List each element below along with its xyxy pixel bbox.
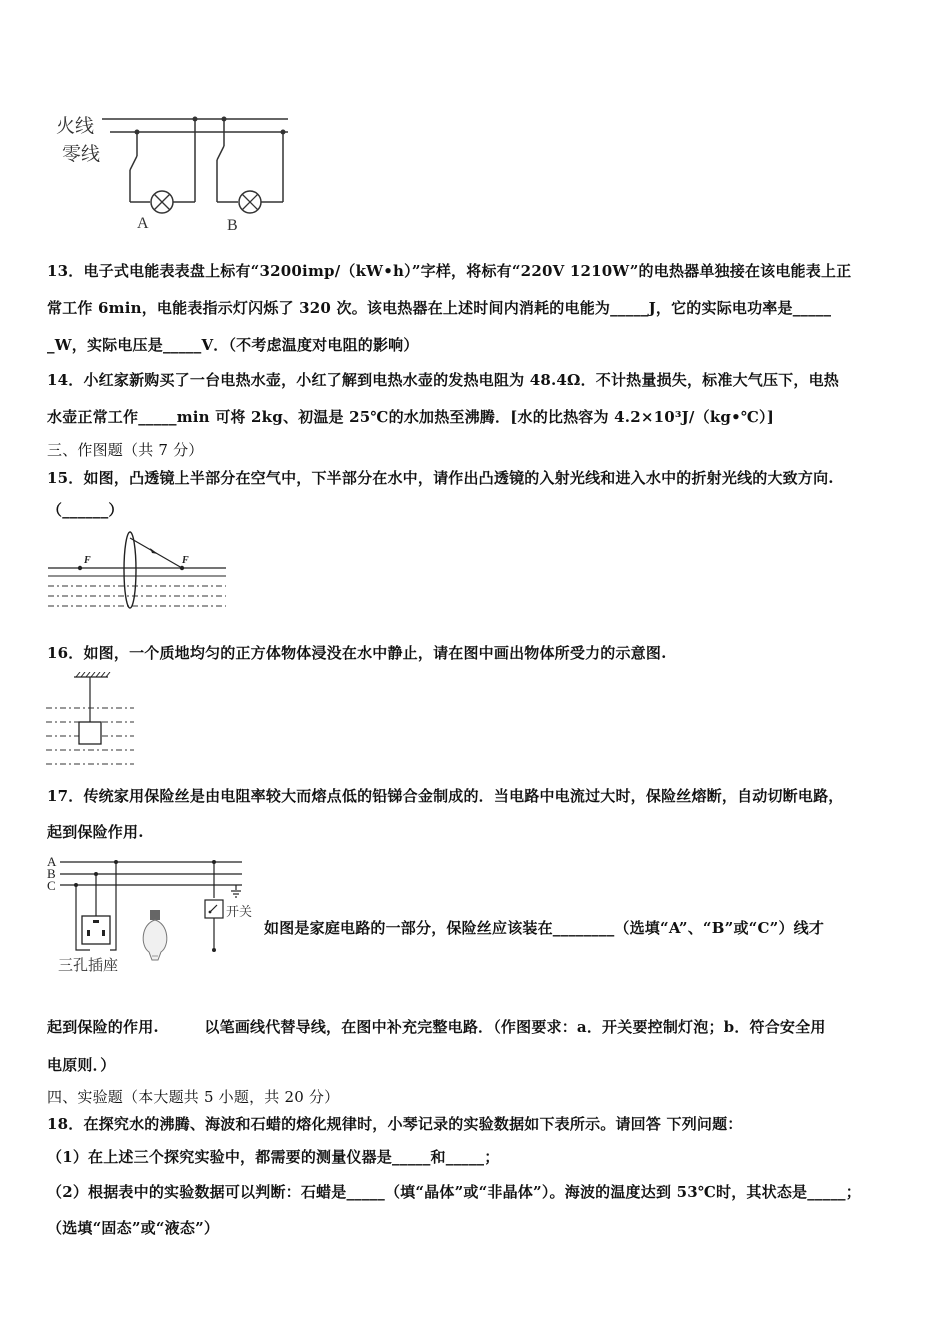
q17-side-text: 如图是家庭电路的一部分，保险丝应该装在________（选填“A”、“B”或“C”）线才 [264, 919, 825, 937]
q17-line3: 起到保险的作用. 以笔画线代替导线，在图中补充完整电路．（作图要求：a．开关要控制灯泡；b．符合安全用 [47, 1018, 826, 1036]
q13-line3: _W，实际电压是_____V．（不考虑温度对电阻的影响） [47, 336, 419, 354]
light-bulb-icon [143, 920, 167, 960]
switch-b [217, 146, 224, 160]
focus-left-label: F [84, 555, 91, 566]
q18-line1: 18．在探究水的沸腾、海波和石蜡的熔化规律时，小琴记录的实验数据如下表所示。请回答 下列问题： [47, 1115, 743, 1133]
q18-line4: （选填“固态”或“液态”） [47, 1219, 220, 1237]
switch-box [205, 900, 223, 918]
q17-line2: 起到保险作用. [47, 823, 144, 841]
q16-line1: 16．如图，一个质地均匀的正方体物体浸没在水中静止，请在图中画出物体所受力的示意图. [47, 644, 667, 662]
wire-a-label: A [47, 854, 57, 869]
switch-a [130, 156, 137, 170]
q17-line4: 电原则．） [47, 1056, 116, 1074]
q18-line2: （1）在上述三个探究实验中，都需要的测量仪器是_____和_____； [47, 1148, 500, 1166]
convex-lens [124, 532, 136, 608]
focus-left-point [78, 566, 82, 570]
convex-lens-figure [46, 530, 228, 614]
switch-label: 开关 [226, 904, 253, 919]
q18-line3: （2）根据表中的实验数据可以判断：石蜡是_____（填“晶体”或“非晶体”）。海波的温度达到 53℃时，其状态是_____； [47, 1183, 861, 1201]
live-wire-label: 火线 [56, 116, 95, 137]
q15-line1: 15．如图，凸透镜上半部分在空气中，下半部分在水中，请作出凸透镜的入射光线和进入水中的折射光线的大致方向. [47, 469, 834, 487]
household-circuit-figure [50, 108, 300, 238]
q13-line1: 13．电子式电能表表盘上标有“3200imp/（kW•h）”字样，将标有“220V 1210W”的电热器单独接在该电能表上正 [47, 262, 852, 280]
q14-line2: 水壶正常工作_____min 可将 2kg、初温是 25℃的水加热至沸腾．[水的比热容为 4.2×10³J/（kg•℃）] [47, 408, 775, 426]
cube [79, 722, 101, 744]
submerged-cube-figure [44, 672, 136, 768]
q15-line2: （______） [47, 501, 124, 519]
section-3-heading: 三、作图题（共 7 分） [47, 441, 204, 459]
focus-right-label: F [182, 555, 189, 566]
wire-c-label: C [47, 878, 56, 893]
wire-b-label: B [47, 866, 56, 881]
socket-label: 三孔插座 [58, 957, 119, 974]
q14-line1: 14．小红家新购买了一台电热水壶，小红了解到电热水壶的发热电阻为 48.4Ω．不计热量损失，标准大气压下，电热 [47, 371, 839, 389]
q13-line2: 常工作 6min，电能表指示灯闪烁了 320 次。该电热器在上述时间内消耗的电能为_____J，它的实际电功率是_____ [47, 299, 832, 317]
q17-line1: 17．传统家用保险丝是由电阻率较大而熔点低的铅锑合金制成的．当电路中电流过大时，保险丝熔断，自动切断电路， [47, 787, 844, 805]
label-b: B [227, 217, 238, 234]
lamp-holder [150, 910, 160, 920]
neutral-wire-label: 零线 [62, 144, 101, 165]
home-circuit-figure [44, 854, 264, 976]
focus-right-point [180, 566, 184, 570]
label-a: A [137, 215, 149, 232]
section-4-heading: 四、实验题（本大题共 5 小题，共 20 分） [47, 1088, 340, 1106]
